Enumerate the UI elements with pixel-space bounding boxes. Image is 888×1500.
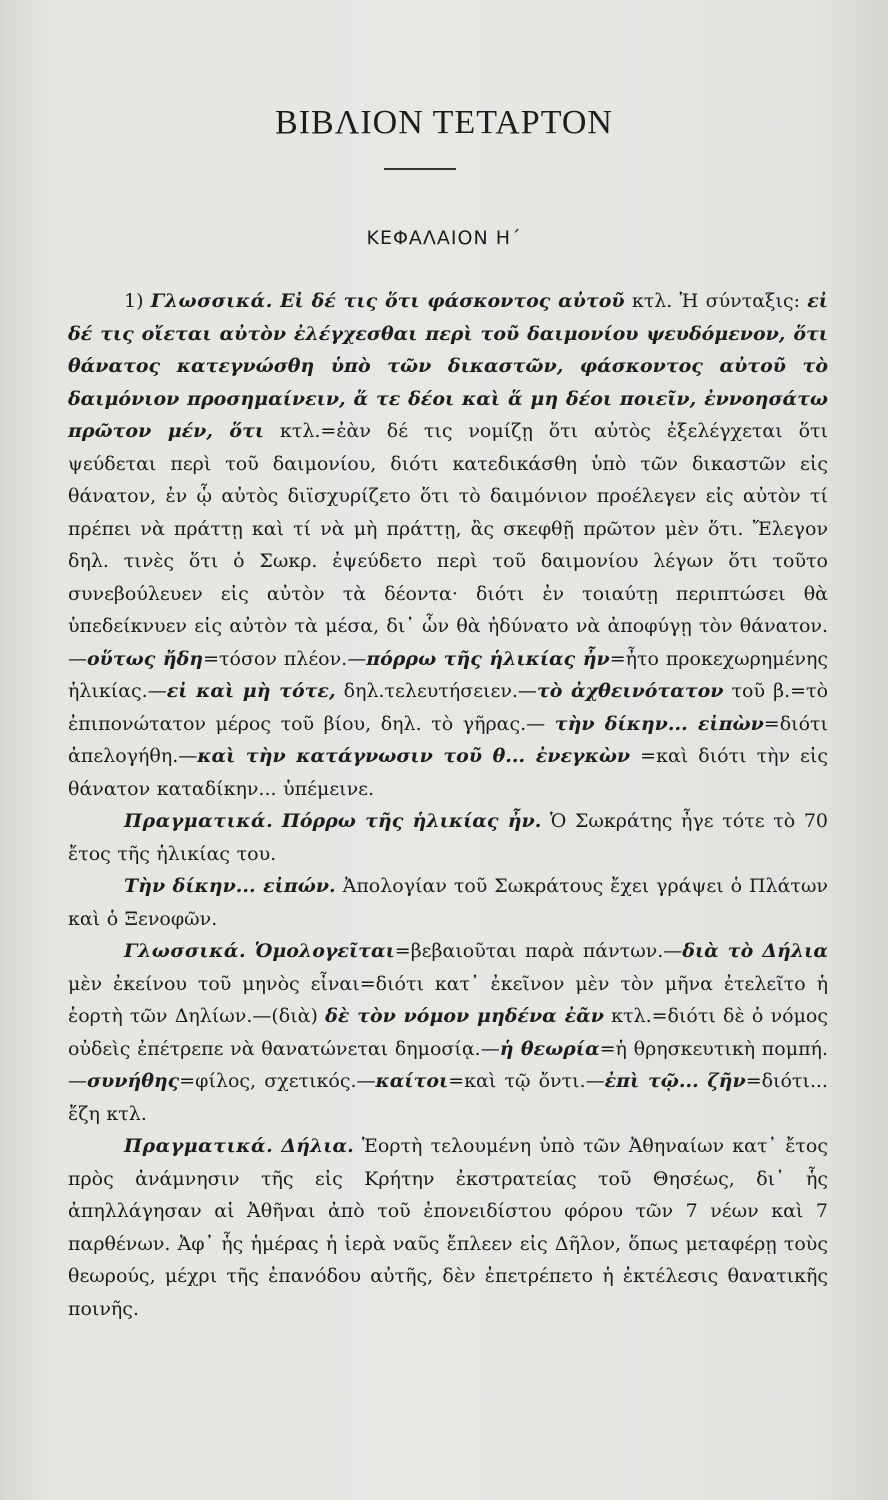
quoted-phrase: Εἰ δέ τις ὅτι φάσκοντος αὐτοῦ (280, 290, 625, 312)
commentary-text (273, 810, 282, 832)
quoted-phrase: ἡ θεωρία (499, 1037, 600, 1060)
commentary-text: Ὁ Σωκράτης ἦγε τότε τὸ 70 ἔτος τῆς ἡλικίας του. (68, 810, 828, 865)
commentary-text: 1) (124, 290, 151, 312)
paragraph (68, 870, 828, 935)
commentary-text (273, 290, 280, 312)
commentary-text: κτλ.=διότι δὲ ὁ νόμος οὐδεὶς ἐπέτρεπε νὰ θανατώνεται δημοσίᾳ.— (68, 1005, 828, 1060)
commentary-text: =βεβαιοῦται παρὰ πάντων.— (394, 940, 683, 962)
quoted-phrase: δὲ τὸν νόμον μηδένα ἐᾶν (325, 1005, 604, 1027)
quoted-phrase: Πόρρω τῆς ἡλικίας ἦν. (281, 810, 542, 832)
quoted-phrase: Δήλια. (281, 1135, 354, 1157)
commentary-text: =καὶ τῷ ὄντι.— (448, 1070, 605, 1092)
section-label: Πραγματικά. (124, 1135, 274, 1157)
commentary-text: κτλ.=ἐὰν δέ τις νομίζῃ ὅτι αὐτὸς ἐξελέγχεται ὅτι ψεύδεται περὶ τοῦ δαιμονίου, διότι κατεδικάσθη ὑπὸ τῶν δικαστῶν εἰς θάνατον, ἐν ᾧ αὐτὸς διϊσχυρίζετο ὅτι τὸ δαιμόνιον προέλεγεν εἰς αὐτὸν τί πρέπει νὰ πράττῃ καὶ τί νὰ μὴ πράττῃ, ἂς σκεφθῇ πρῶτον μὲν ὅτι. Ἔλεγον δηλ. τινὲς ὅτι ὁ Σωκρ. ἐψεύδετο περὶ τοῦ δαιμονίου λέγων ὅτι τοῦτο συνεβούλευεν εἰς αὐτὸν τὰ δέοντα· διότι ἐν τοιαύτῃ περιπτώσει θὰ ὑπεδείκνυεν εἰς αὐτὸν τὰ μέσα, δι᾽ ὧν θὰ ἠδύνατο νὰ ἀποφύγῃ τὸν θάνατον.— (68, 420, 828, 670)
commentary-text: =διότι... ἔζη κτλ. (68, 1070, 829, 1125)
commentary-text: =καὶ διότι τὴν εἰς θάνατον καταδίκην... ὑπέμεινε. (68, 745, 828, 800)
quoted-phrase: ἐπὶ τῷ... ζῆν (604, 1070, 746, 1092)
quoted-phrase: οὕτως ἤδη (87, 647, 204, 670)
quoted-phrase: διὰ τὸ Δήλια (682, 940, 828, 962)
section-label: Γλωσσικά. (124, 940, 247, 962)
chapter-title: ΚΕΦΑΛΑΙΟΝ Η΄ (366, 227, 522, 249)
commentary-text: μὲν ἐκείνου τοῦ μηνὸς εἶναι=διότι κατ᾽ ἐκεῖνον μὲν τὸν μῆνα ἐτελεῖτο ἡ ἑορτὴ τῶν Δηλίων.—(διὰ) (68, 972, 828, 1027)
paragraph (68, 805, 828, 870)
chapter-body (68, 285, 828, 1325)
commentary-text: =ἡ θρησκευτικὴ πομπή.— (68, 1037, 828, 1092)
commentary-text: Ἑορτὴ τελουμένη ὑπὸ τῶν Ἀθηναίων κατ᾽ ἔτος πρὸς ἀνάμνησιν τῆς εἰς Κρήτην ἐκστρατείας τοῦ Θησέως, δι᾽ ἧς ἀπηλλάγησαν αἱ Ἀθῆναι ἀπὸ τοῦ ἐπονειδίστου φόρου τῶν 7 νέων καὶ 7 παρθένων. Ἀφ᾽ ἧς ἡμέρας ἡ ἱερὰ ναῦς ἔπλεεν εἰς Δῆλον, ὅπως μεταφέρῃ τοὺς θεωρούς, μέχρι τῆς ἐπανόδου αὐτῆς, δὲν ἐπετρέπετο ἡ ἐκτέλεσις θανατικῆς ποινῆς. (68, 1135, 828, 1320)
quoted-phrase: πόρρω τῆς ἡλικίας ἦν (366, 647, 610, 670)
commentary-text: τοῦ β.=τὸ ἐπιπονώτατον μέρος τοῦ βίου, δηλ. τὸ γῆρας.— (68, 680, 829, 735)
commentary-text: =ἦτο προκεχωρημένης ἡλικίας.— (68, 647, 828, 702)
quoted-phrase: καὶ τὴν κατάγνωσιν τοῦ θ... ἐνεγκὼν (197, 745, 631, 767)
commentary-text: κτλ. Ἡ σύνταξις: (624, 290, 808, 312)
paragraph (68, 285, 828, 805)
commentary-text: =τόσον πλέον.— (203, 647, 367, 670)
quoted-phrase: Τὴν δίκην... εἰπών. (124, 875, 336, 897)
quoted-phrase: εἰ καὶ μὴ τότε, (166, 680, 336, 702)
commentary-text: =διότι ἀπελογήθη.— (68, 712, 828, 767)
quoted-phrase: εἰ δέ τις οἴεται αὐτὸν ἐλέγχεσθαι περὶ τοῦ δαιμονίου ψευδόμενον, ὅτι θάνατος κατεγνώσθη ὑπὸ τῶν δικαστῶν, φάσκοντος αὐτοῦ τὸ δαιμόνιον προσημαίνειν, ἅ τε δέοι καὶ ἅ μη δέοι ποιεῖν, ἐννοησάτω πρῶτον μέν, ὅτι (68, 290, 828, 442)
quoted-phrase: συνήθης (87, 1070, 180, 1092)
commentary-text (246, 940, 254, 962)
quoted-phrase: τὴν δίκην... εἰπὼν (554, 712, 764, 735)
quoted-phrase: τὸ ἀχθεινότατον (536, 680, 724, 702)
paragraph (68, 935, 828, 1130)
commentary-text: Ἀπολογίαν τοῦ Σωκράτους ἔχει γράψει ὁ Πλάτων καὶ ὁ Ξενοφῶν. (68, 875, 828, 930)
quoted-phrase: καίτοι (375, 1070, 449, 1092)
commentary-text: =φίλος, σχετικός.— (179, 1070, 376, 1092)
quoted-phrase: Ὁμολογεῖται (254, 940, 395, 962)
section-label: Γλωσσικά. (150, 290, 273, 312)
book-title: ΒΙΒΛΙΟΝ ΤΕΤΑΡΤΟΝ (275, 104, 613, 141)
paragraph (68, 1130, 828, 1325)
bleed-through-mark (850, 30, 880, 90)
commentary-text: δηλ.τελευτήσειεν.— (335, 680, 537, 702)
title-rule (384, 168, 456, 170)
section-label: Πραγματικά. (124, 810, 274, 832)
